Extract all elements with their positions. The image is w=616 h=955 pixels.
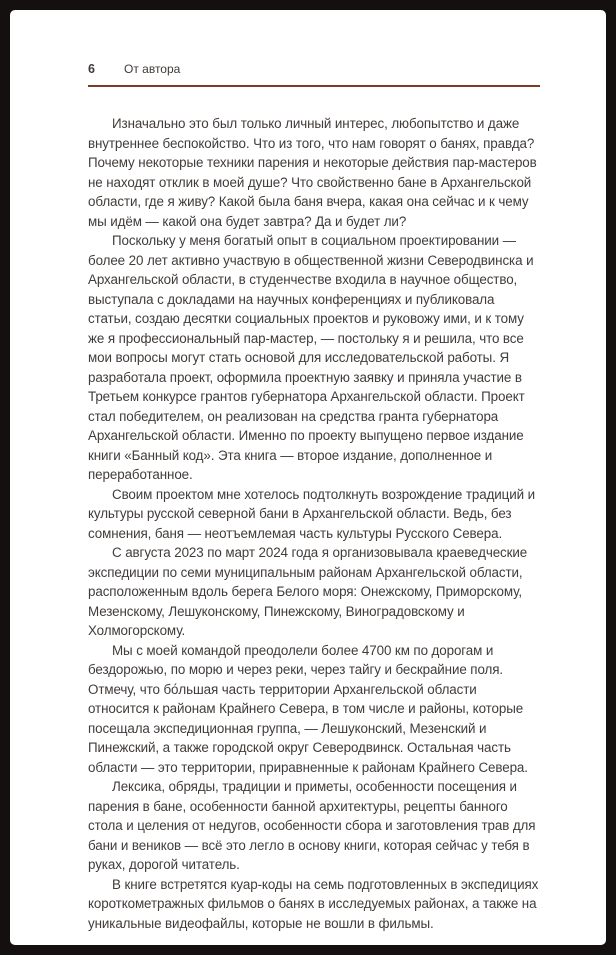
header-rule bbox=[88, 85, 540, 87]
paragraph: В книге встретятся куар-коды на семь подготовленных в экспедициях короткометражных фильмов о банях в исследуемых районах, а также на уникальные видеофайлы, которые не вошли в фильмы. bbox=[88, 876, 539, 931]
paragraph: Мы с моей командой преодолели более 4700 км по дорогам и бездорожью, по морю и через реки, через тайгу и бескрайние поля. Отмечу, что бо́льшая часть территории Архангельской области относится к районам Крайнего Севера, в том числе и районы, которые посещала экспедиционная группа, — Лешуконский, Мезенский и Пинежский, а также городской округ Северодвинск. Остальная часть области — это территории, приравненные к районам Крайнего Севера. bbox=[88, 642, 528, 775]
paragraph: Лексика, обряды, традиции и приметы, особенности посещения и парения в бане, особенности банной архитектуры, рецепты банного стола и целения от недугов, особенности сбора и заготовления трав для бани и веников — всё это легло в основу книги, которая сейчас у тебя в руках, дорогой читатель. bbox=[88, 779, 536, 872]
paragraph: Своим проектом мне хотелось подтолкнуть возрождение традиций и культуры русской северной бани в Архангельской области. Ведь, без сомнения, баня — неотъемлемая часть культуры Русского Севера. bbox=[88, 486, 535, 541]
running-header bbox=[88, 62, 540, 76]
book-page bbox=[10, 10, 606, 945]
body-text bbox=[88, 114, 540, 933]
running-head: От автора bbox=[124, 62, 181, 76]
page-number: 6 bbox=[88, 62, 95, 76]
paragraph: Изначально это был только личный интерес, любопытство и даже внутреннее беспокойство. Что из того, что нам говорят о банях, правда? Почему некоторые техники парения и некоторые действия пар-мастеров не находят отклик в моей душе? Что свойственно бане в Архангельской области, где я живу? Какой была баня вчера, какая она сейчас и к чему мы идём — какой она будет завтра? Да и будет ли? bbox=[88, 116, 537, 229]
page-content bbox=[88, 62, 540, 933]
paragraph: С августа 2023 по март 2024 года я организовывала краеведческие экспедиции по семи муниципальным районам Архангельской области, расположенным вдоль берега Белого моря: Онежскому, Приморскому, Мезенскому, Лешуконскому, Пинежскому, Виноградовскому и Холмогорскому. bbox=[88, 545, 528, 638]
paragraph: Поскольку у меня богатый опыт в социальном проектировании — более 20 лет активно участвую в общественной жизни Северодвинска и Архангельской области, в студенчестве входила в научное общество, выступала с докладами на научных конференциях и публиковала статьи, создаю десятки социальных проектов и руковожу ими, и к тому же я профессиональный пар-мастер, — постольку я и решила, что все мои вопросы могут стать основой для исследовательской работы. Я разработала проект, оформила проектную заявку и приняла участие в Третьем конкурсе грантов губернатора Архангельской области. Проект стал победителем, он реализован на средства гранта губернатора Архангельской области. Именно по проекту выпущено первое издание книги «Банный код». Эта книга — второе издание, дополненное и переработанное. bbox=[88, 233, 534, 482]
